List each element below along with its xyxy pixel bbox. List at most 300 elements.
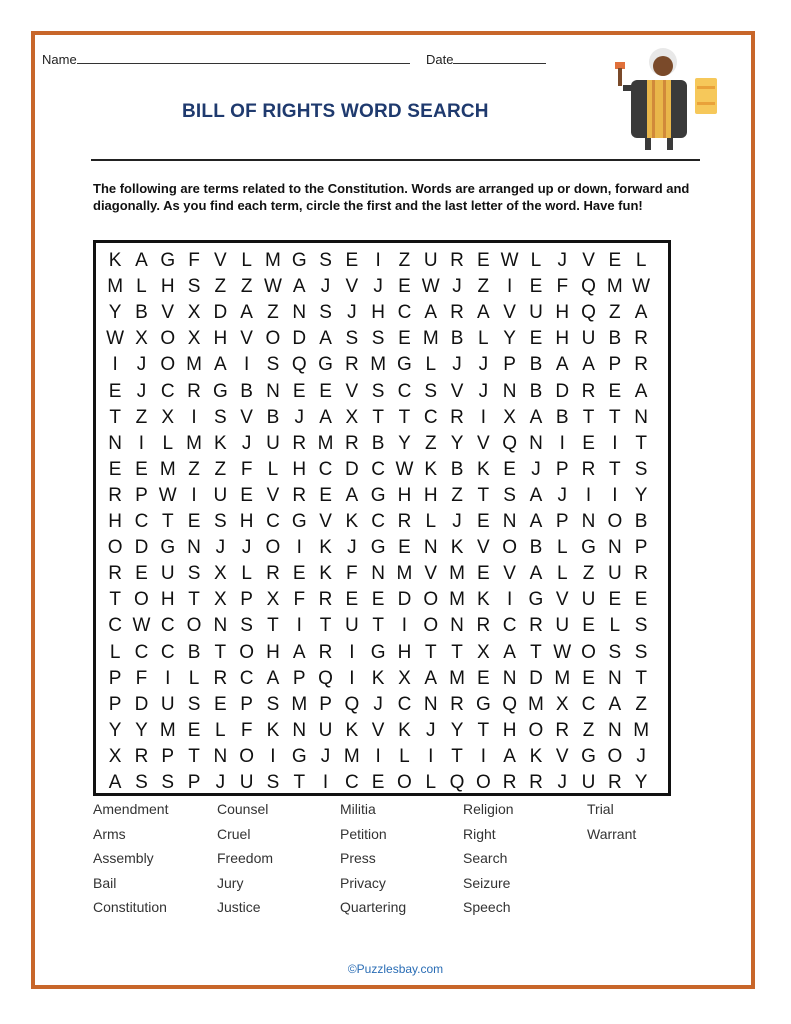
grid-letter[interactable]: W xyxy=(395,458,414,480)
grid-letter[interactable]: X xyxy=(555,693,569,715)
grid-letter[interactable]: U xyxy=(607,563,622,585)
grid-letter[interactable]: J xyxy=(636,745,646,767)
grid-letter[interactable]: T xyxy=(372,406,384,428)
grid-letter[interactable]: R xyxy=(476,615,491,637)
grid-letter[interactable]: T xyxy=(398,406,411,428)
grid-letter[interactable]: E xyxy=(634,589,648,611)
grid-letter[interactable]: W xyxy=(106,328,125,350)
grid-letter[interactable]: T xyxy=(635,432,647,454)
grid-letter[interactable]: K xyxy=(319,563,332,585)
grid-letter[interactable]: S xyxy=(187,693,201,715)
grid-letter[interactable]: G xyxy=(160,537,176,559)
grid-letter[interactable]: X xyxy=(135,328,148,350)
grid-letter[interactable]: B xyxy=(555,406,569,428)
grid-letter[interactable]: V xyxy=(555,589,569,611)
grid-letter[interactable]: K xyxy=(371,667,385,689)
grid-letter[interactable]: D xyxy=(292,328,307,350)
grid-letter[interactable]: D xyxy=(529,667,543,689)
grid-letter[interactable]: R xyxy=(450,302,464,324)
grid-letter[interactable]: Y xyxy=(135,719,148,741)
grid-letter[interactable]: U xyxy=(266,432,280,454)
grid-letter[interactable]: E xyxy=(292,380,306,402)
grid-letter[interactable]: E xyxy=(398,328,411,350)
grid-letter[interactable]: R xyxy=(397,511,412,532)
grid-letter[interactable]: D xyxy=(213,302,228,324)
grid-letter[interactable]: P xyxy=(555,511,569,532)
grid-letter[interactable]: G xyxy=(528,589,544,611)
grid-letter[interactable]: R xyxy=(344,432,359,454)
grid-letter[interactable]: I xyxy=(349,667,355,689)
grid-letter[interactable]: H xyxy=(108,511,123,532)
grid-letter[interactable]: S xyxy=(187,276,201,298)
grid-letter[interactable]: D xyxy=(134,537,149,559)
grid-letter[interactable]: E xyxy=(292,563,306,585)
grid-letter[interactable]: Q xyxy=(344,693,360,715)
grid-letter[interactable]: I xyxy=(375,250,381,271)
grid-letter[interactable]: I xyxy=(507,589,513,611)
grid-letter[interactable]: E xyxy=(476,511,490,532)
grid-letter[interactable]: O xyxy=(607,745,623,767)
grid-letter[interactable]: L xyxy=(188,667,200,689)
grid-letter[interactable]: T xyxy=(477,719,490,741)
grid-letter[interactable]: J xyxy=(136,354,147,376)
grid-letter[interactable]: A xyxy=(108,772,122,793)
grid-letter[interactable]: N xyxy=(581,511,596,532)
grid-letter[interactable]: U xyxy=(555,615,570,637)
grid-letter[interactable]: C xyxy=(397,380,412,402)
grid-letter[interactable]: N xyxy=(371,563,386,585)
grid-letter[interactable]: N xyxy=(529,432,543,454)
grid-letter[interactable]: E xyxy=(319,380,332,402)
grid-letter[interactable]: T xyxy=(267,615,279,637)
grid-letter[interactable]: J xyxy=(136,380,147,402)
grid-letter[interactable]: I xyxy=(349,641,355,663)
grid-letter[interactable]: U xyxy=(160,693,175,715)
grid-letter[interactable]: G xyxy=(212,380,228,402)
grid-letter[interactable]: Z xyxy=(477,276,490,298)
grid-letter[interactable]: E xyxy=(476,563,490,585)
grid-letter[interactable]: R xyxy=(555,719,570,741)
grid-letter[interactable]: N xyxy=(634,406,649,428)
grid-letter[interactable]: L xyxy=(530,250,542,271)
grid-letter[interactable]: A xyxy=(529,406,543,428)
grid-letter[interactable]: C xyxy=(397,693,412,715)
grid-letter[interactable]: T xyxy=(477,484,490,506)
grid-letter[interactable]: E xyxy=(608,250,622,271)
grid-letter[interactable]: I xyxy=(322,772,329,793)
grid-letter[interactable]: G xyxy=(581,537,596,559)
grid-letter[interactable]: I xyxy=(375,745,381,767)
grid-letter[interactable]: C xyxy=(134,641,149,663)
grid-letter[interactable]: R xyxy=(344,354,359,376)
grid-letter[interactable]: I xyxy=(428,745,434,767)
grid-letter[interactable]: M xyxy=(528,693,544,715)
grid-letter[interactable]: F xyxy=(293,589,306,611)
grid-letter[interactable]: X xyxy=(187,328,201,350)
grid-letter[interactable]: A xyxy=(529,563,543,585)
grid-letter[interactable]: C xyxy=(318,458,333,480)
grid-letter[interactable]: R xyxy=(581,380,596,402)
grid-letter[interactable]: I xyxy=(191,484,197,506)
grid-letter[interactable]: I xyxy=(612,484,618,506)
grid-letter[interactable]: G xyxy=(370,641,386,663)
grid-letter[interactable]: N xyxy=(266,380,280,402)
grid-letter[interactable]: L xyxy=(556,563,568,585)
grid-letter[interactable]: B xyxy=(187,641,201,663)
grid-letter[interactable]: A xyxy=(424,667,438,689)
grid-letter[interactable]: J xyxy=(215,772,226,793)
grid-letter[interactable]: H xyxy=(555,328,570,350)
grid-letter[interactable]: R xyxy=(529,615,543,637)
grid-letter[interactable]: T xyxy=(188,589,200,611)
grid-letter[interactable]: A xyxy=(529,511,543,532)
grid-letter[interactable]: R xyxy=(292,432,307,454)
grid-letter[interactable]: O xyxy=(475,772,491,793)
grid-letter[interactable]: S xyxy=(266,693,280,715)
grid-letter[interactable]: V xyxy=(319,511,332,532)
grid-letter[interactable]: V xyxy=(213,250,227,271)
grid-letter[interactable]: A xyxy=(345,484,359,506)
grid-letter[interactable]: O xyxy=(423,589,439,611)
grid-letter[interactable]: A xyxy=(135,250,148,271)
grid-letter[interactable]: S xyxy=(213,511,227,532)
grid-letter[interactable]: M xyxy=(396,563,413,585)
grid-letter[interactable]: V xyxy=(476,432,490,454)
grid-letter[interactable]: E xyxy=(529,276,543,298)
grid-letter[interactable]: R xyxy=(607,772,622,793)
grid-letter[interactable]: B xyxy=(529,380,543,402)
grid-letter[interactable]: Z xyxy=(635,693,647,715)
grid-letter[interactable]: X xyxy=(213,589,227,611)
grid-letter[interactable]: I xyxy=(480,745,486,767)
grid-letter[interactable]: P xyxy=(108,667,122,689)
grid-letter[interactable]: S xyxy=(266,354,280,376)
grid-letter[interactable]: S xyxy=(345,328,359,350)
grid-letter[interactable]: E xyxy=(529,328,543,350)
grid-letter[interactable]: C xyxy=(397,302,412,324)
grid-letter[interactable]: R xyxy=(134,745,149,767)
grid-letter[interactable]: R xyxy=(266,563,280,585)
grid-letter[interactable]: S xyxy=(371,328,385,350)
grid-letter[interactable]: C xyxy=(423,406,438,428)
grid-letter[interactable]: E xyxy=(476,667,490,689)
grid-letter[interactable]: B xyxy=(450,328,464,350)
grid-letter[interactable]: J xyxy=(373,276,383,298)
grid-letter[interactable]: A xyxy=(608,693,622,715)
grid-letter[interactable]: I xyxy=(112,354,118,376)
grid-letter[interactable]: U xyxy=(581,328,596,350)
grid-letter[interactable]: P xyxy=(503,354,516,376)
grid-letter[interactable]: G xyxy=(370,484,386,506)
grid-letter[interactable]: I xyxy=(270,745,276,767)
grid-letter[interactable]: X xyxy=(345,406,359,428)
grid-letter[interactable]: A xyxy=(476,302,490,324)
grid-letter[interactable]: O xyxy=(265,537,281,559)
grid-letter[interactable]: L xyxy=(162,432,174,454)
grid-letter[interactable]: J xyxy=(425,719,436,741)
grid-letter[interactable]: O xyxy=(265,328,281,350)
grid-letter[interactable]: G xyxy=(291,250,307,271)
grid-letter[interactable]: T xyxy=(609,458,621,480)
grid-letter[interactable]: N xyxy=(423,537,438,559)
grid-letter[interactable]: S xyxy=(240,615,253,637)
grid-letter[interactable]: Z xyxy=(214,276,227,298)
grid-letter[interactable]: T xyxy=(451,641,463,663)
grid-letter[interactable]: K xyxy=(213,432,227,454)
grid-letter[interactable]: J xyxy=(347,302,357,324)
grid-letter[interactable]: X xyxy=(187,302,201,324)
grid-letter[interactable]: T xyxy=(635,667,647,689)
grid-letter[interactable]: V xyxy=(161,302,175,324)
grid-letter[interactable]: M xyxy=(317,432,334,454)
grid-letter[interactable]: M xyxy=(554,667,571,689)
grid-letter[interactable]: B xyxy=(634,511,648,532)
grid-letter[interactable]: J xyxy=(452,354,462,376)
grid-letter[interactable]: I xyxy=(559,432,565,454)
grid-letter[interactable]: A xyxy=(292,276,306,298)
grid-letter[interactable]: A xyxy=(240,302,253,324)
grid-letter[interactable]: Z xyxy=(609,302,621,324)
grid-letter[interactable]: S xyxy=(319,302,332,324)
grid-letter[interactable]: E xyxy=(345,589,359,611)
grid-letter[interactable]: E xyxy=(187,511,201,532)
grid-letter[interactable]: J xyxy=(557,772,567,793)
grid-letter[interactable]: G xyxy=(160,250,176,271)
grid-letter[interactable]: T xyxy=(109,589,121,611)
grid-letter[interactable]: W xyxy=(263,276,282,298)
grid-letter[interactable]: P xyxy=(634,537,648,559)
grid-letter[interactable]: J xyxy=(241,537,252,559)
grid-letter[interactable]: S xyxy=(424,380,438,402)
grid-letter[interactable]: S xyxy=(266,772,280,793)
grid-letter[interactable]: Y xyxy=(108,302,122,324)
grid-letter[interactable]: M xyxy=(186,432,202,454)
grid-letter[interactable]: G xyxy=(370,537,386,559)
grid-letter[interactable]: L xyxy=(109,641,121,663)
grid-letter[interactable]: K xyxy=(345,719,359,741)
grid-letter[interactable]: Z xyxy=(424,432,437,454)
grid-letter[interactable]: D xyxy=(555,380,570,402)
grid-letter[interactable]: O xyxy=(581,641,596,663)
grid-letter[interactable]: M xyxy=(159,719,176,741)
grid-letter[interactable]: U xyxy=(423,250,438,271)
grid-letter[interactable]: A xyxy=(213,354,227,376)
grid-letter[interactable]: T xyxy=(424,641,437,663)
grid-letter[interactable]: K xyxy=(319,537,332,559)
grid-letter[interactable]: S xyxy=(213,406,227,428)
grid-letter[interactable]: J xyxy=(320,745,331,767)
grid-letter[interactable]: U xyxy=(213,484,228,506)
grid-letter[interactable]: D xyxy=(344,458,359,480)
grid-letter[interactable]: P xyxy=(135,484,148,506)
grid-letter[interactable]: S xyxy=(634,458,648,480)
grid-letter[interactable]: R xyxy=(108,484,123,506)
grid-letter[interactable]: A xyxy=(319,406,332,428)
grid-letter[interactable]: Z xyxy=(582,719,595,741)
grid-letter[interactable]: A xyxy=(319,328,332,350)
grid-letter[interactable]: A xyxy=(582,354,595,376)
grid-letter[interactable]: J xyxy=(452,276,462,298)
grid-letter[interactable]: E xyxy=(108,380,122,402)
grid-letter[interactable]: T xyxy=(582,406,595,428)
grid-letter[interactable]: Z xyxy=(398,250,411,271)
grid-letter[interactable]: Q xyxy=(581,302,596,324)
grid-letter[interactable]: V xyxy=(240,406,253,428)
grid-letter[interactable]: K xyxy=(476,458,490,480)
grid-letter[interactable]: M xyxy=(449,667,465,689)
grid-letter[interactable]: Q xyxy=(581,276,596,298)
grid-letter[interactable]: R xyxy=(292,484,307,506)
grid-letter[interactable]: M xyxy=(291,693,308,715)
grid-letter[interactable]: K xyxy=(424,458,438,480)
grid-letter[interactable]: J xyxy=(320,276,331,298)
grid-letter[interactable]: N xyxy=(502,380,517,402)
grid-letter[interactable]: C xyxy=(134,511,149,532)
grid-letter[interactable]: W xyxy=(421,276,440,298)
grid-letter[interactable]: T xyxy=(372,615,384,637)
grid-letter[interactable]: C xyxy=(266,511,280,532)
grid-letter[interactable]: I xyxy=(612,432,618,454)
grid-letter[interactable]: U xyxy=(529,302,543,324)
grid-letter[interactable]: M xyxy=(186,354,202,376)
grid-letter[interactable]: M xyxy=(449,589,465,611)
grid-letter[interactable]: C xyxy=(160,641,175,663)
grid-letter[interactable]: V xyxy=(371,719,385,741)
grid-letter[interactable]: F xyxy=(135,667,148,689)
grid-letter[interactable]: E xyxy=(213,693,227,715)
grid-letter[interactable]: S xyxy=(503,484,516,506)
grid-letter[interactable]: U xyxy=(318,719,333,741)
grid-letter[interactable]: L xyxy=(635,250,647,271)
grid-letter[interactable]: Z xyxy=(135,406,148,428)
grid-letter[interactable]: N xyxy=(502,511,517,532)
grid-letter[interactable]: R xyxy=(634,563,649,585)
grid-letter[interactable]: O xyxy=(423,615,439,637)
grid-letter[interactable]: E xyxy=(582,615,595,637)
grid-letter[interactable]: I xyxy=(191,406,197,428)
grid-letter[interactable]: D xyxy=(397,589,412,611)
grid-letter[interactable]: I xyxy=(296,537,302,559)
grid-letter[interactable]: R xyxy=(634,328,649,350)
grid-letter[interactable]: B xyxy=(608,328,622,350)
grid-letter[interactable]: E xyxy=(240,484,253,506)
grid-letter[interactable]: F xyxy=(346,563,358,585)
grid-letter[interactable]: R xyxy=(634,354,649,376)
grid-letter[interactable]: B xyxy=(529,537,543,559)
grid-letter[interactable]: E xyxy=(108,458,122,480)
grid-letter[interactable]: I xyxy=(585,484,592,506)
grid-letter[interactable]: C xyxy=(160,380,175,402)
grid-letter[interactable]: I xyxy=(244,354,250,376)
grid-letter[interactable]: G xyxy=(397,354,412,376)
grid-letter[interactable]: P xyxy=(555,458,569,480)
grid-letter[interactable]: F xyxy=(240,719,253,741)
grid-letter[interactable]: E xyxy=(135,563,148,585)
grid-letter[interactable]: R xyxy=(108,563,123,585)
grid-letter[interactable]: A xyxy=(634,380,648,402)
grid-letter[interactable]: U xyxy=(344,615,359,637)
grid-letter[interactable]: Z xyxy=(240,276,253,298)
grid-letter[interactable]: P xyxy=(187,772,201,793)
grid-letter[interactable]: O xyxy=(160,328,176,350)
grid-letter[interactable]: Q xyxy=(291,354,307,376)
grid-letter[interactable]: V xyxy=(450,380,464,402)
grid-letter[interactable]: N xyxy=(213,745,228,767)
grid-letter[interactable]: W xyxy=(132,615,151,637)
grid-letter[interactable]: R xyxy=(581,458,596,480)
grid-letter[interactable]: B xyxy=(135,302,148,324)
grid-letter[interactable]: F xyxy=(188,250,200,271)
grid-letter[interactable]: J xyxy=(452,511,462,532)
grid-letter[interactable]: A xyxy=(503,745,516,767)
grid-letter[interactable]: X xyxy=(213,563,227,585)
grid-letter[interactable]: P xyxy=(608,354,622,376)
grid-letter[interactable]: H xyxy=(292,458,307,480)
grid-letter[interactable]: V xyxy=(240,328,253,350)
grid-letter[interactable]: A xyxy=(555,354,569,376)
grid-letter[interactable]: K xyxy=(398,719,411,741)
grid-letter[interactable]: V xyxy=(345,380,359,402)
grid-letter[interactable]: F xyxy=(556,276,569,298)
grid-letter[interactable]: V xyxy=(503,563,516,585)
grid-letter[interactable]: C xyxy=(344,772,359,793)
grid-letter[interactable]: A xyxy=(503,641,516,663)
grid-letter[interactable]: Y xyxy=(503,328,516,350)
grid-letter[interactable]: E xyxy=(345,250,359,271)
grid-letter[interactable]: K xyxy=(108,250,122,271)
grid-letter[interactable]: A xyxy=(634,302,648,324)
grid-letter[interactable]: L xyxy=(136,276,147,298)
grid-letter[interactable]: E xyxy=(187,719,201,741)
grid-letter[interactable]: L xyxy=(425,511,437,532)
grid-letter[interactable]: O xyxy=(239,641,255,663)
grid-letter[interactable]: B xyxy=(240,380,253,402)
grid-letter[interactable]: Z xyxy=(451,484,463,506)
grid-letter[interactable]: H xyxy=(397,641,412,663)
grid-letter[interactable]: I xyxy=(296,615,302,637)
grid-letter[interactable]: Y xyxy=(450,432,464,454)
grid-letter[interactable]: L xyxy=(425,354,437,376)
grid-letter[interactable]: G xyxy=(581,745,596,767)
grid-letter[interactable]: P xyxy=(319,693,332,715)
grid-letter[interactable]: Z xyxy=(582,563,595,585)
grid-letter[interactable]: G xyxy=(318,354,333,376)
grid-letter[interactable]: W xyxy=(500,250,519,271)
grid-letter[interactable]: J xyxy=(478,380,489,402)
grid-letter[interactable]: U xyxy=(581,589,596,611)
grid-letter[interactable]: I xyxy=(401,615,408,637)
grid-letter[interactable]: R xyxy=(450,406,464,428)
grid-letter[interactable]: X xyxy=(398,667,411,689)
grid-letter[interactable]: U xyxy=(160,563,175,585)
grid-letter[interactable]: J xyxy=(557,484,567,506)
grid-letter[interactable]: E xyxy=(608,380,622,402)
grid-letter[interactable]: J xyxy=(294,406,304,428)
grid-letter[interactable]: G xyxy=(475,693,491,715)
grid-letter[interactable]: R xyxy=(450,250,464,271)
grid-letter[interactable]: K xyxy=(476,589,490,611)
grid-letter[interactable]: N xyxy=(607,667,622,689)
grid-letter[interactable]: K xyxy=(266,719,280,741)
grid-letter[interactable]: E xyxy=(503,458,516,480)
grid-letter[interactable]: O xyxy=(502,537,518,559)
grid-letter[interactable]: X xyxy=(266,589,280,611)
grid-letter[interactable]: B xyxy=(529,354,543,376)
grid-letter[interactable]: T xyxy=(530,641,542,663)
grid-letter[interactable]: G xyxy=(291,745,307,767)
grid-letter[interactable]: R xyxy=(187,380,201,402)
grid-letter[interactable]: E xyxy=(398,276,411,298)
